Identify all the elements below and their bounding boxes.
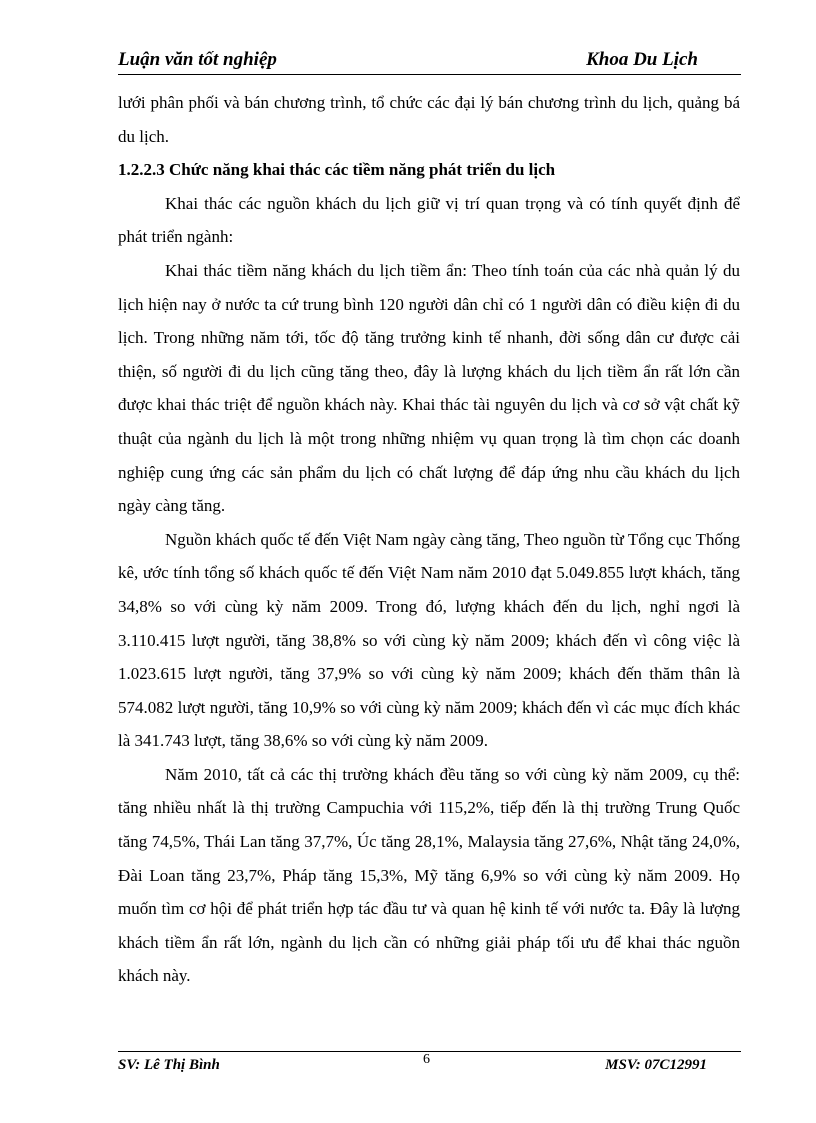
thesis-title: Luận văn tốt nghiệp	[118, 49, 277, 70]
paragraph-4: Năm 2010, tất cả các thị trường khách đều tăng so với cùng kỳ năm 2009, cụ thể: tăng nhiều nhất là thị trường Campuchia với 115,2%, tiếp đến là thị trường Trung Quốc tăng 74,5%, Thái Lan tăng 37,7%, Úc tăng 28,1%, Malaysia tăng 27,6%, Nhật tăng 24,0%, Đài Loan tăng 23,7%, Pháp tăng 15,3%, Mỹ tăng 6,9% so với cùng kỳ năm 2009. Họ muốn tìm cơ hội để phát triển hợp tác đầu tư và quan hệ kinh tế với nước ta. Đây là lượng khách tiềm ẩn rất lớn, ngành du lịch cần có những giải pháp tối ưu để khai thác nguồn khách này.	[118, 764, 740, 986]
page-footer	[118, 1052, 741, 1077]
paragraph-1: Khai thác các nguồn khách du lịch giữ vị trí quan trọng và có tính quyết định để phát triển ngành:	[118, 193, 740, 247]
student-name: SV: Lê Thị Bình	[118, 1057, 220, 1073]
page-header	[118, 48, 741, 75]
paragraph-3: Nguồn khách quốc tế đến Việt Nam ngày càng tăng, Theo nguồn từ Tổng cục Thống kê, ước tính tổng số khách quốc tế đến Việt Nam năm 2010 đạt 5.049.855 lượt khách, tăng 34,8% so với cùng kỳ năm 2009. Trong đó, lượng khách đến du lịch, nghỉ ngơi là 3.110.415 lượt người, tăng 38,8% so với cùng kỳ năm 2009; khách đến vì công việc là 1.023.615 lượt người, tăng 37,9% so với cùng kỳ năm 2009; khách đến thăm thân là 574.082 lượt người, tăng 10,9% so với cùng kỳ năm 2009; khách đến vì các mục đích khác là 341.743 lượt, tăng 38,6% so với cùng kỳ năm 2009.	[118, 529, 740, 751]
page-number: 6	[423, 1052, 430, 1067]
student-id: MSV: 07C12991	[605, 1057, 707, 1073]
document-body	[118, 86, 740, 993]
faculty-name: Khoa Du Lịch	[586, 49, 698, 70]
paragraph-2: Khai thác tiềm năng khách du lịch tiềm ẩn: Theo tính toán của các nhà quản lý du lịch hiện nay ở nước ta cứ trung bình 120 người dân chỉ có 1 người dân có điều kiện đi du lịch. Trong những năm tới, tốc độ tăng trưởng kinh tế nhanh, đời sống dân cư được cải thiện, số người đi du lịch cũng tăng theo, đây là lượng khách du lịch tiềm ẩn rất lớn cần được khai thác triệt để nguồn khách này. Khai thác tài nguyên du lịch và cơ sở vật chất kỹ thuật của ngành du lịch là một trong những nhiệm vụ quan trọng là tìm chọn các doanh nghiệp cung ứng các sản phẩm du lịch có chất lượng để đáp ứng nhu cầu khách du lịch ngày càng tăng.	[118, 260, 740, 516]
continuation-paragraph: lưới phân phối và bán chương trình, tổ chức các đại lý bán chương trình du lịch, quảng bá du lịch.	[118, 93, 740, 146]
section-heading: 1.2.2.3 Chức năng khai thác các tiềm năng phát triển du lịch	[118, 160, 556, 180]
